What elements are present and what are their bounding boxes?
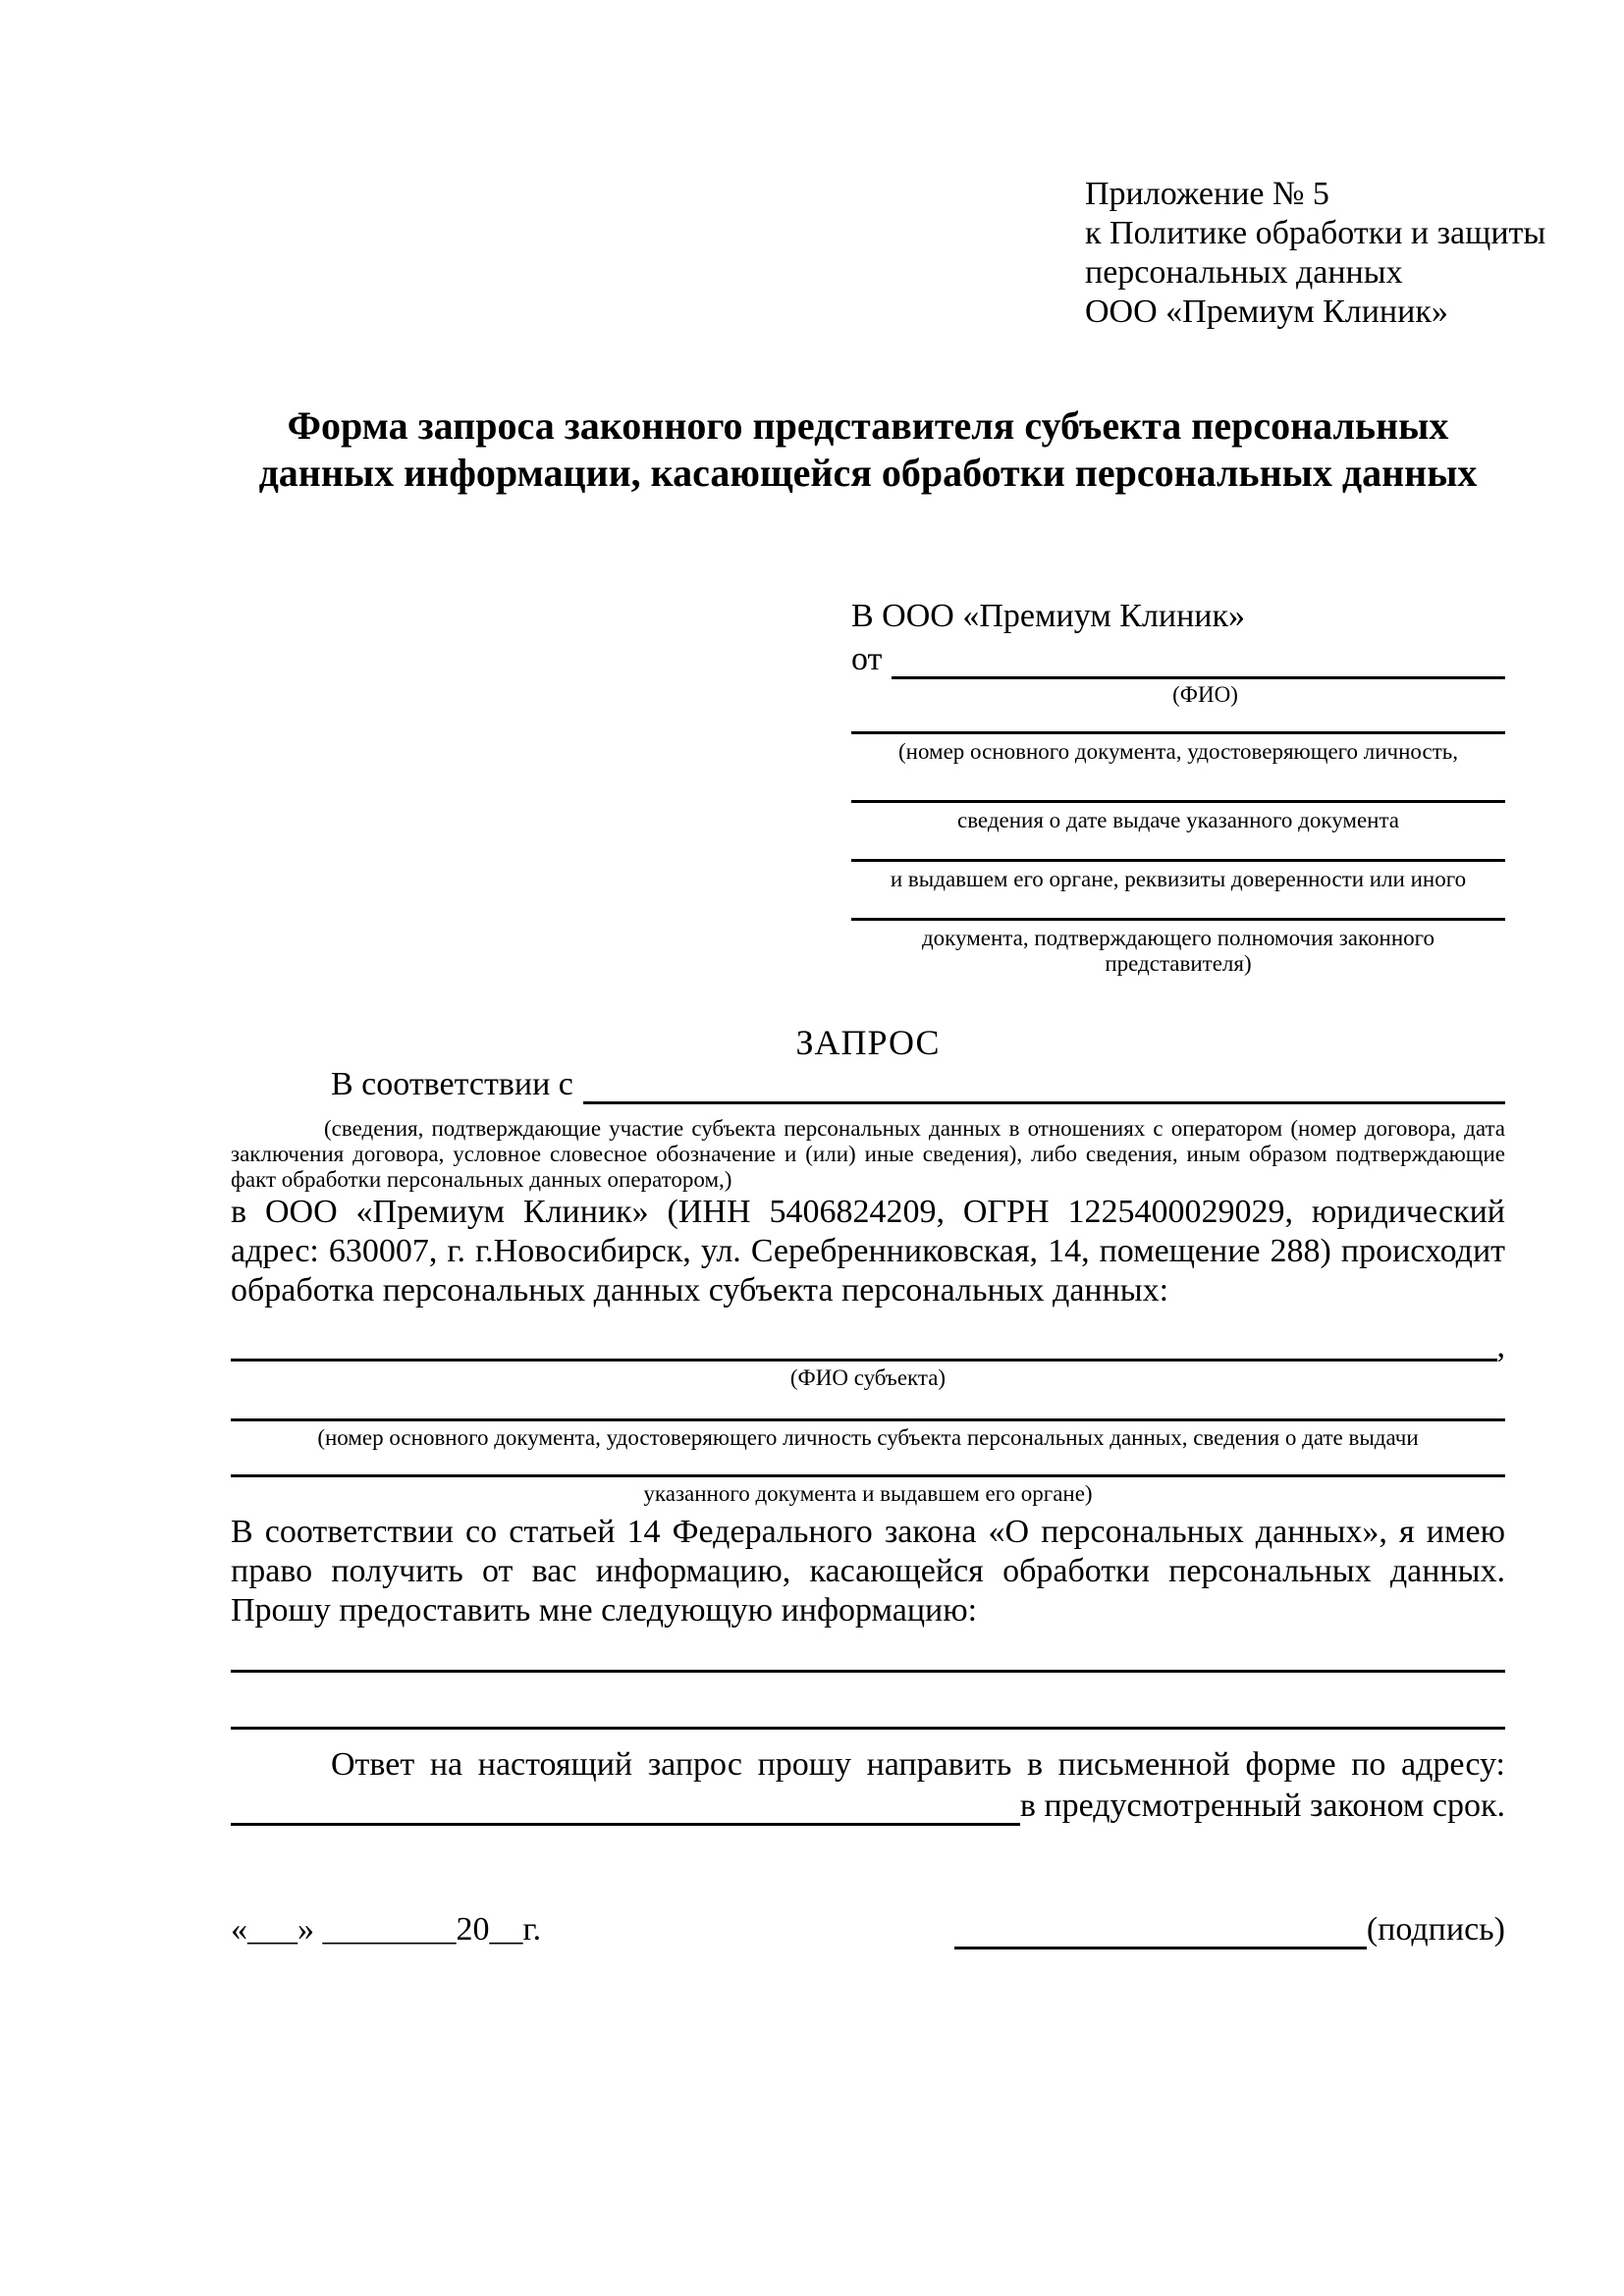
info-blank-line-1 bbox=[231, 1670, 1505, 1673]
document-title: Форма запроса законного представителя субъекта персональных данных информации, касающейся обработки персональных данных bbox=[258, 403, 1478, 495]
subject-doc-caption-1: (номер основного документа, удостоверяющего личность субъекта персональных данных, сведения о дате выдачи bbox=[317, 1425, 1419, 1450]
doc-number-caption: (номер основного документа, удостоверяющего личность, bbox=[897, 739, 1458, 764]
response-term-text: в предусмотренный законом срок. bbox=[1019, 1788, 1505, 1824]
response-address-row bbox=[231, 1787, 1505, 1826]
doc-issue-date-blank-line bbox=[851, 800, 1505, 803]
response-address-blank-line bbox=[231, 1790, 1020, 1826]
subject-fio-row bbox=[231, 1326, 1505, 1362]
appendix-number: Приложение № 5 bbox=[1085, 176, 1329, 212]
date-blank-text: «___» ________20__г. bbox=[231, 1911, 542, 1948]
doc-authority-caption: и выдавшем его органе, реквизиты доверенности или иного bbox=[890, 867, 1467, 891]
response-request-line: Ответ на настоящий запрос прошу направить в письменной форме по адресу: bbox=[331, 1746, 1505, 1783]
info-blank-line-2 bbox=[231, 1727, 1505, 1730]
doc-issue-date-caption: сведения о дате выдаче указанного документа bbox=[956, 808, 1400, 832]
signoff-row bbox=[231, 1910, 1505, 1949]
signature-caption: (подпись) bbox=[1366, 1911, 1505, 1948]
appendix-organization: ООО «Премиум Клиник» bbox=[1085, 294, 1448, 330]
doc-powers-blank-line bbox=[851, 918, 1505, 921]
subject-fio-blank-line bbox=[231, 1326, 1497, 1362]
appendix-header bbox=[1085, 175, 1546, 332]
doc-authority-blank-line bbox=[851, 859, 1505, 862]
addressee-organization: В ООО «Премиум Клиник» bbox=[851, 598, 1246, 634]
intro-blank-line bbox=[583, 1069, 1505, 1104]
intro-label: В соответствии с bbox=[331, 1066, 573, 1102]
signature-blank-line bbox=[954, 1916, 1367, 1949]
from-fio-blank-line bbox=[892, 644, 1505, 679]
rights-paragraph: В соответствии со статьей 14 Федерального закона «О персональных данных», я имею право получить от вас информацию, касающейся обработки персональных данных. Прошу предоставить мне следующую информацию: bbox=[231, 1514, 1505, 1629]
subject-doc-blank-line-1 bbox=[231, 1418, 1505, 1421]
intro-blank-caption: (сведения, подтверждающие участие субъекта персональных данных в отношениях с оператором (номер договора, дата заключения договора, условное словесное обозначение и (или) иные сведения), либо сведения, иным образом подтверждающие факт обработки персональных данных оператором,) bbox=[231, 1116, 1505, 1192]
fio-caption: (ФИО) bbox=[1172, 682, 1238, 707]
operator-info-paragraph: в ООО «Премиум Клиник» (ИНН 5406824209, ОГРН 1225400029029, юридический адрес: 630007, г. г.Новосибирск, ул. Серебренниковская, 14, помещение 288) происходит обработка персональных данных субъекта персональных данных: bbox=[231, 1194, 1505, 1308]
subject-fio-caption: (ФИО субъекта) bbox=[789, 1365, 947, 1390]
appendix-policy-line1: к Политике обработки и защиты bbox=[1085, 215, 1546, 251]
signature-group bbox=[954, 1910, 1505, 1949]
intro-row bbox=[231, 1065, 1505, 1104]
request-heading: ЗАПРОС bbox=[795, 1023, 941, 1062]
from-row bbox=[851, 640, 1505, 679]
addressee-block bbox=[851, 595, 1505, 977]
appendix-policy-line2: персональных данных bbox=[1085, 254, 1403, 291]
doc-number-blank-line bbox=[851, 731, 1505, 734]
subject-doc-blank-line-2 bbox=[231, 1474, 1505, 1477]
trailing-comma: , bbox=[1496, 1328, 1505, 1364]
from-label: от bbox=[851, 641, 883, 677]
doc-powers-caption: документа, подтверждающего полномочия законного представителя) bbox=[921, 926, 1435, 976]
subject-doc-caption-2: указанного документа и выдавшем его органе) bbox=[643, 1481, 1093, 1506]
